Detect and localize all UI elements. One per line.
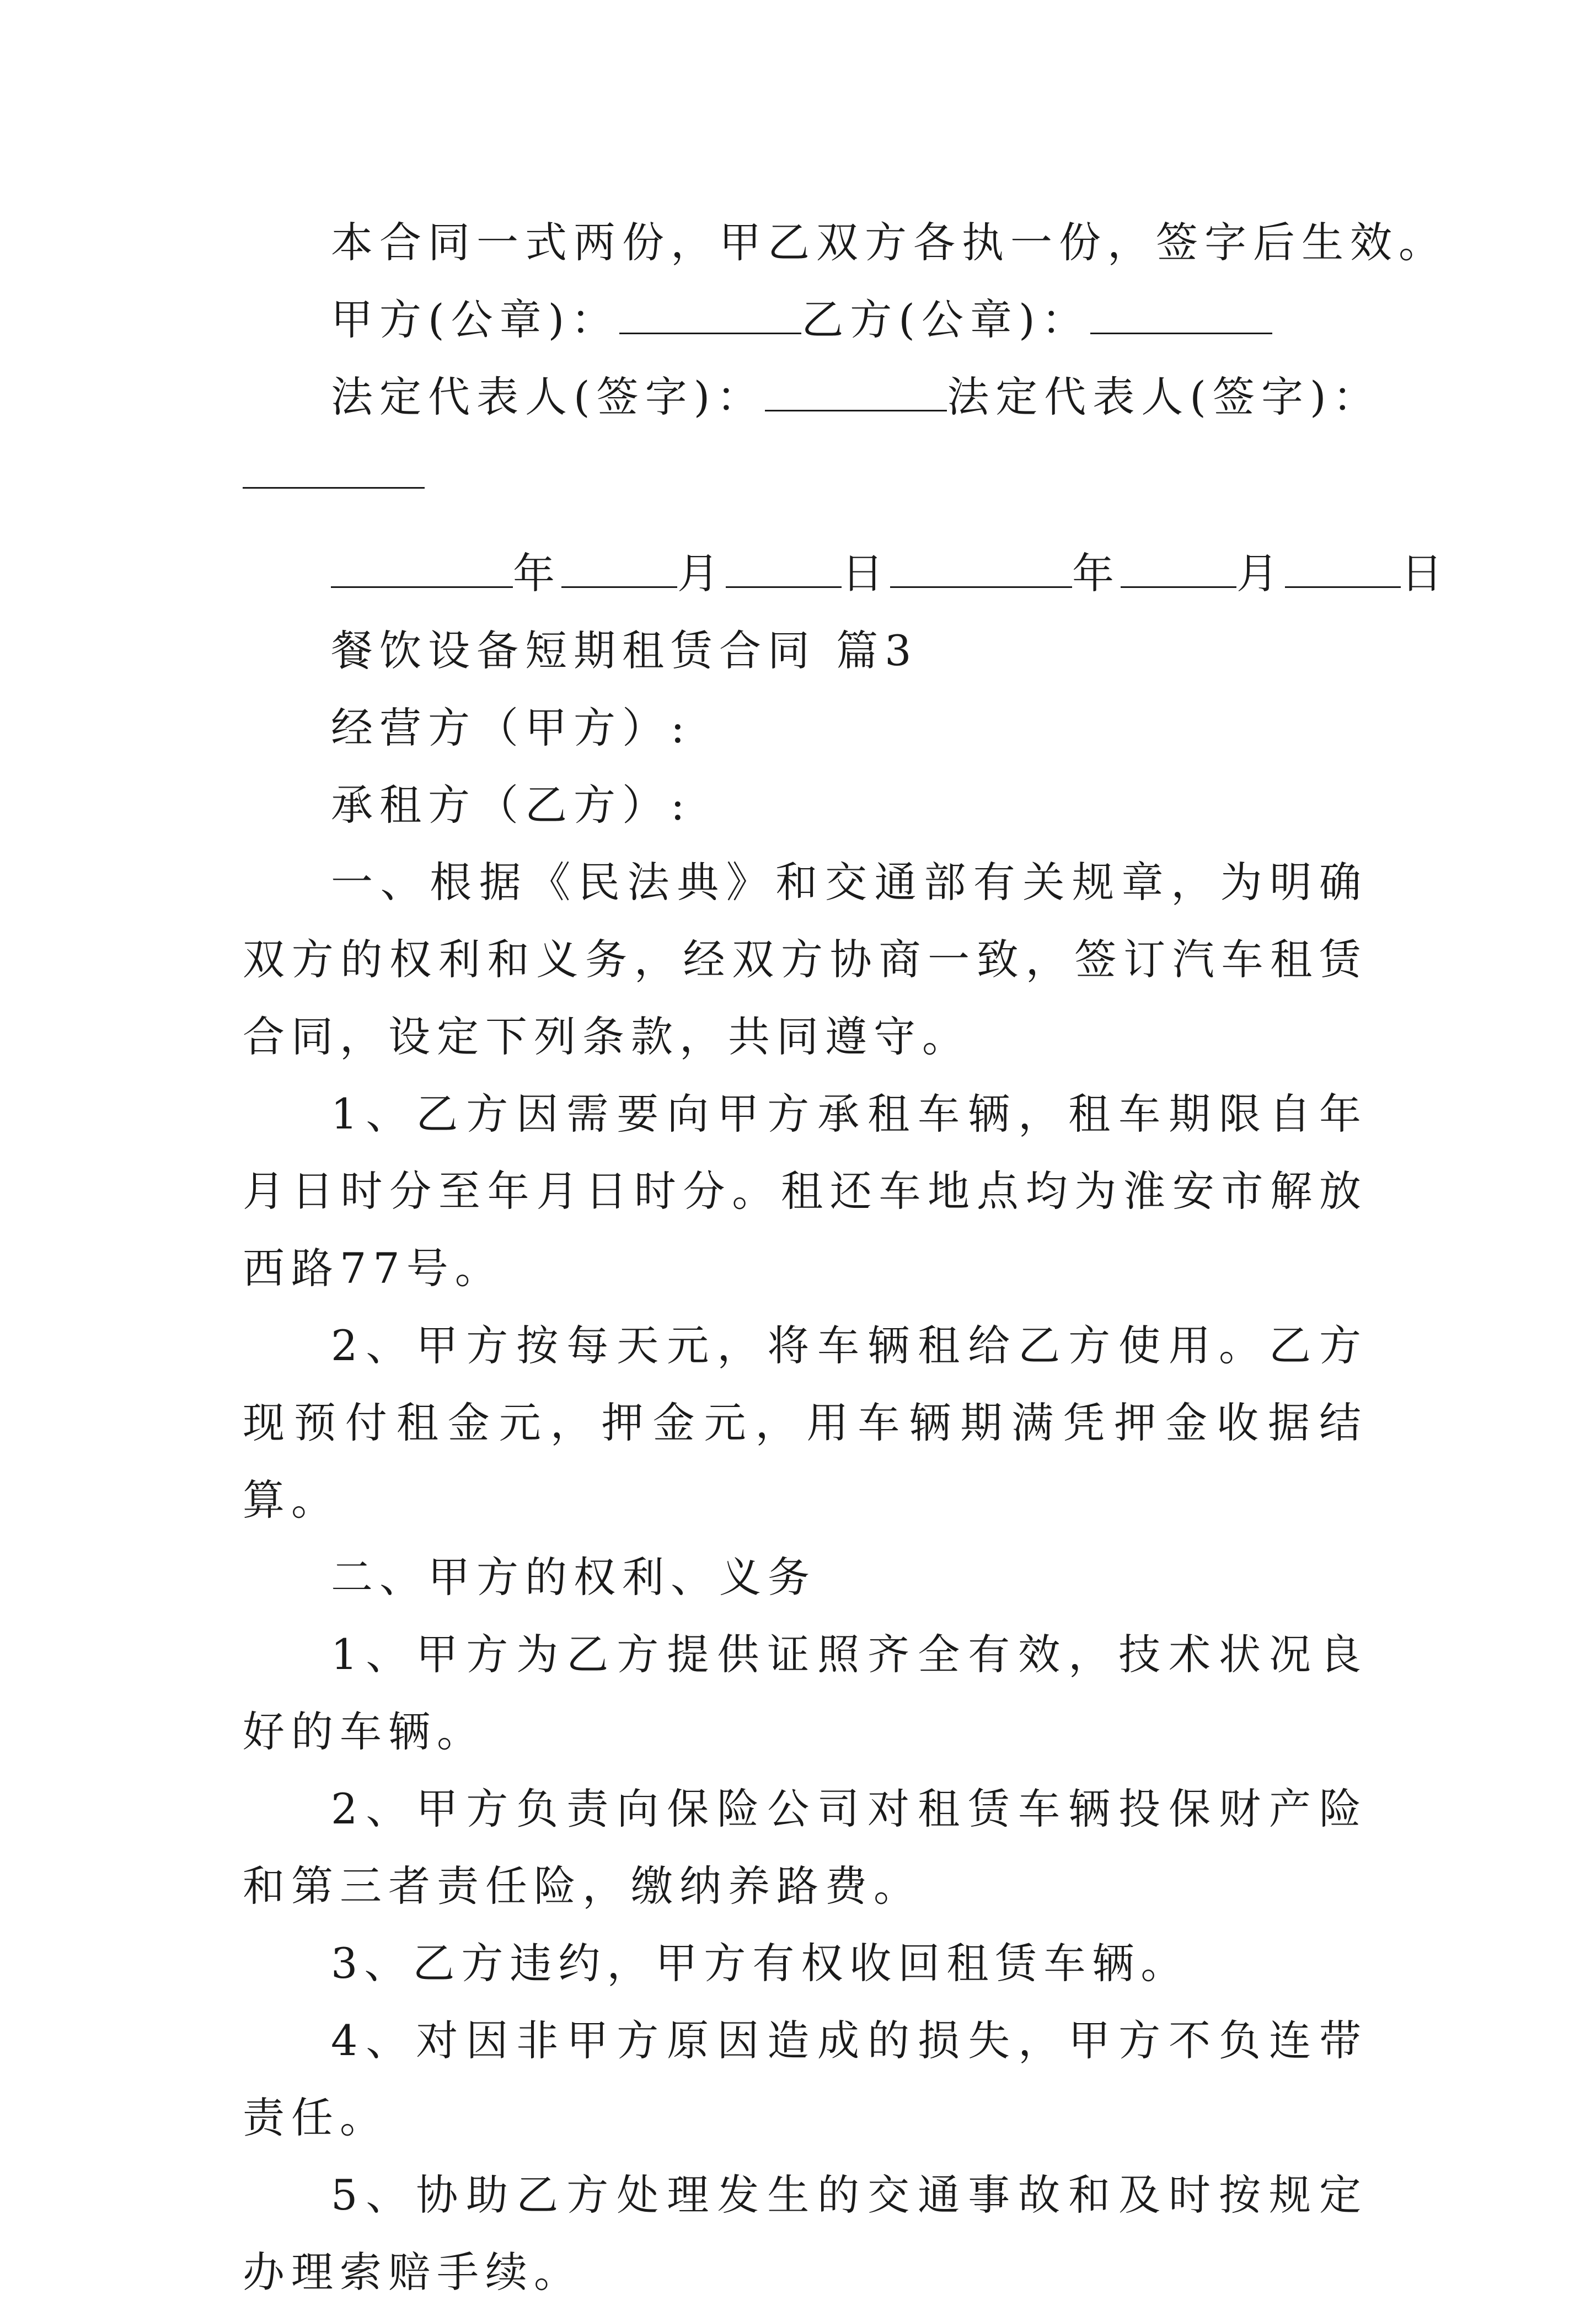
legal-rep-b-blank-line: [243, 436, 1368, 513]
clause-2-5: 5、协助乙方处理发生的交通事故和及时按规定办理索赔手续。: [243, 2170, 1368, 2297]
year-a-label: 年: [513, 549, 561, 598]
legal-rep-b-label: 法定代表人(签字)：: [947, 372, 1381, 421]
clause-2-1: 1、甲方为乙方提供证照齐全有效，技术状况良好的车辆。: [243, 1630, 1368, 1756]
month-a-blank: [561, 553, 677, 588]
effect-clause: 本合同一式两份，甲乙双方各执一份，签字后生效。: [331, 218, 1447, 267]
date-line: [243, 535, 1449, 612]
legal-rep-a-blank: [765, 377, 947, 411]
party-a-seal-blank: [619, 299, 801, 334]
day-b-label: 日: [1401, 549, 1449, 598]
clause-2-4: 4、对因非甲方原因造成的损失，甲方不负连带责任。: [243, 2016, 1368, 2142]
clause-2-2: 2、甲方负责向保险公司对租赁车辆投保财产险和第三者责任险，缴纳养路费。: [243, 1784, 1368, 1911]
year-a-blank: [331, 553, 513, 588]
party-b-seal-label: 乙方(公章)：: [801, 295, 1090, 344]
clause-2-3: 3、乙方违约，甲方有权收回租赁车辆。: [331, 1939, 1190, 1988]
legal-rep-a-label: 法定代表人(签字)：: [331, 372, 765, 421]
day-b-blank: [1285, 553, 1401, 588]
legal-rep-b-blank: [243, 454, 425, 489]
seal-line: [243, 281, 1368, 359]
day-a-blank: [726, 553, 842, 588]
document-body: [243, 204, 1449, 2311]
clause-1-1: 1、乙方因需要向甲方承租车辆，租车期限自年月日时分至年月日时分。租还车地点均为淮安市解放西路77号。: [243, 1089, 1368, 1293]
month-a-label: 月: [677, 549, 726, 598]
month-b-blank: [1121, 553, 1236, 588]
operator-line: 经营方（甲方）:: [331, 703, 692, 752]
section-title: 餐饮设备短期租赁合同 篇3: [331, 626, 918, 675]
year-b-blank: [890, 553, 1072, 588]
clause-1-2: 2、甲方按每天元，将车辆租给乙方使用。乙方现预付租金元，押金元，用车辆期满凭押金收据结算。: [243, 1321, 1368, 1524]
renter-line: 承租方（乙方）:: [331, 780, 692, 830]
clause-1: 一、根据《民法典》和交通部有关规章，为明确双方的权利和义务，经双方协商一致，签订汽车租赁合同，设定下列条款，共同遵守。: [243, 858, 1368, 1061]
party-a-seal-label: 甲方(公章)：: [331, 295, 620, 344]
legal-rep-line: [243, 359, 1381, 436]
clause-2-heading: 二、甲方的权利、义务: [331, 1553, 816, 1602]
party-b-seal-blank: [1090, 299, 1272, 334]
day-a-label: 日: [842, 549, 890, 598]
year-b-label: 年: [1072, 549, 1121, 598]
month-b-label: 月: [1236, 549, 1285, 598]
